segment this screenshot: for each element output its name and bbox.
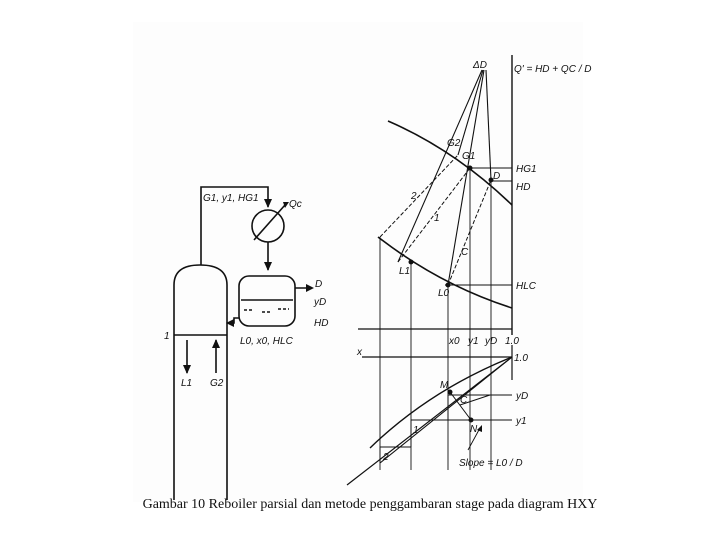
distillate-comp-label: yD bbox=[314, 297, 327, 308]
point-m bbox=[448, 390, 452, 394]
tie1-label: 1 bbox=[434, 213, 440, 224]
c-label: C bbox=[461, 247, 469, 258]
point-n bbox=[469, 418, 473, 422]
distillate-enthalpy-label: HD bbox=[314, 318, 329, 329]
point-g1 bbox=[468, 166, 472, 170]
slope-label: Slope = L0 / D bbox=[459, 458, 523, 469]
tie2-label: 2 bbox=[411, 191, 417, 202]
point-l1 bbox=[409, 260, 413, 264]
y1-axis-label: y1 bbox=[468, 336, 479, 347]
m-label: M bbox=[440, 380, 449, 391]
figure-caption: Gambar 10 Reboiler parsial dan metode penggambaran stage pada diagram HXY bbox=[142, 497, 598, 512]
point-l0 bbox=[446, 283, 450, 287]
delta-point-label: ΔD bbox=[473, 60, 487, 71]
stage-number-label: 1 bbox=[164, 331, 170, 342]
step1-label: 1 bbox=[413, 425, 419, 436]
g2-label: G2 bbox=[447, 138, 461, 149]
xy-one-label: 1.0 bbox=[514, 353, 528, 364]
one-axis-label: 1.0 bbox=[505, 336, 519, 347]
reflux-label: L0, x0, HLC bbox=[240, 336, 293, 347]
hg1-label: HG1 bbox=[516, 164, 537, 175]
x-axis-label: x bbox=[357, 347, 362, 358]
n-label: N bbox=[470, 424, 478, 435]
hd-label: HD bbox=[516, 182, 531, 193]
yd-axis-label: yD bbox=[485, 336, 498, 347]
g1-label: G1 bbox=[462, 151, 476, 162]
d-point-label: D bbox=[493, 171, 501, 182]
q-prime-label: Q' = HD + QC / D bbox=[514, 64, 592, 75]
hlc-label: HLC bbox=[516, 281, 537, 292]
x0-axis-label: x0 bbox=[449, 336, 460, 347]
liquid-out-label: L1 bbox=[181, 378, 193, 389]
vapor-in-label: G2 bbox=[210, 378, 224, 389]
xy-c-label: C bbox=[460, 395, 468, 406]
l0-label: L0 bbox=[438, 288, 450, 299]
xy-y1-label: y1 bbox=[516, 416, 527, 427]
distillate-label: D bbox=[315, 279, 323, 290]
vapor-stream-label: G1, y1, HG1 bbox=[203, 193, 259, 204]
step2-label: 2 bbox=[383, 452, 389, 463]
xy-yd-label: yD bbox=[516, 391, 529, 402]
l1-label: L1 bbox=[399, 266, 411, 277]
heat-duty-label: Qc bbox=[289, 199, 302, 210]
